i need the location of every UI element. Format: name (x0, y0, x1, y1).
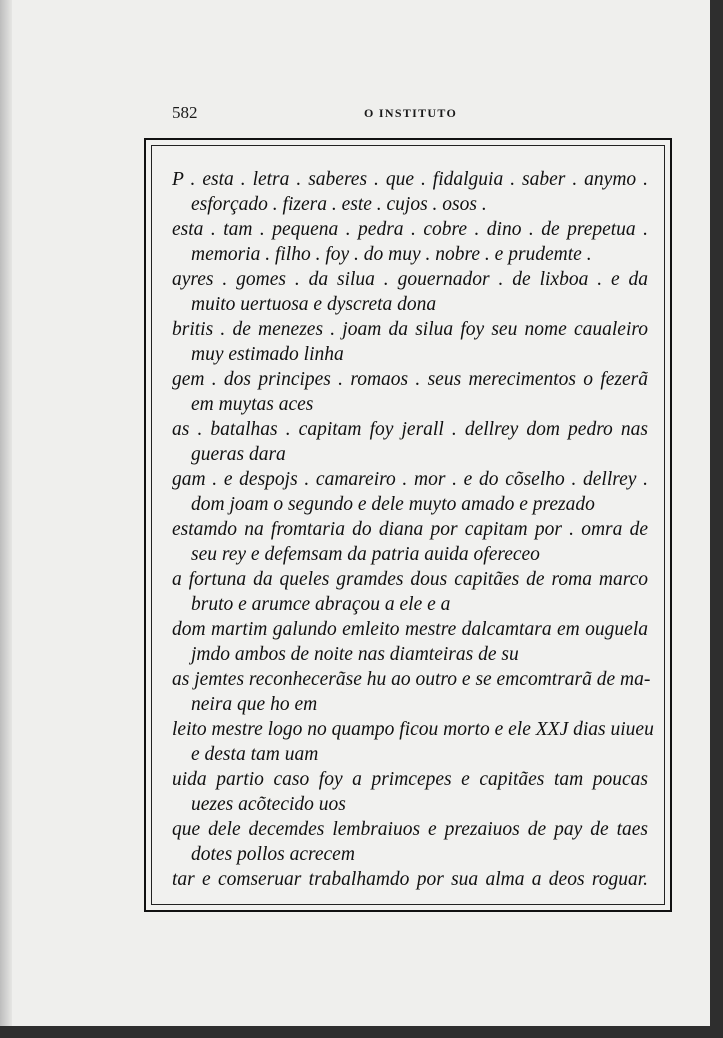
inscription-continuation-line: seu rey e defemsam da patria auida ofereceo (191, 544, 540, 565)
inscription-line: gem . dos principes . romaos . seus merecimentos o fezerã (172, 369, 648, 390)
inscription-line: leito mestre logo no quampo ficou morto e ele XXJ dias uiueu (172, 719, 654, 740)
inscription-frame (144, 138, 672, 912)
running-head (172, 103, 644, 125)
inscription-line: uida partio caso foy a primcepes e capitães tam poucas (172, 769, 648, 790)
page-number: 582 (172, 103, 198, 122)
inscription-continuation-line: esforçado . fizera . este . cujos . osos . (191, 194, 487, 215)
inscription-continuation-line: uezes acõtecido uos (191, 794, 346, 815)
inscription-continuation-line: jmdo ambos de noite nas diamteiras de su (191, 644, 519, 665)
inscription-continuation-line: bruto e arumce abraçou a ele e a (191, 594, 451, 615)
inscription-continuation-line: neira que ho em (191, 694, 318, 715)
inscription-text (172, 167, 654, 892)
inscription-line: que dele decemdes lembraiuos e prezaiuos de pay de taes (172, 819, 648, 840)
inscription-line: gam . e despojs . camareiro . mor . e do cõselho . dellrey . (172, 469, 648, 490)
inscription-continuation-line: memoria . filho . foy . do muy . nobre . e prudemte . (191, 244, 592, 265)
running-title: O INSTITUTO (364, 106, 458, 120)
inscription-continuation-line: dotes pollos acrecem (191, 844, 355, 865)
inscription-continuation-line: e desta tam uam (191, 744, 319, 765)
inscription-line: as . batalhas . capitam foy jerall . dellrey dom pedro nas (172, 419, 648, 440)
inscription-line: dom martim galundo emleito mestre dalcamtara em ouguela (172, 619, 648, 640)
inscription-continuation-line: muy estimado linha (191, 344, 344, 365)
inscription-line: as jemtes reconhecerãse hu ao outro e se emcomtrarã de ma- (172, 669, 651, 690)
inscription-line: ayres . gomes . da silua . gouernador . de lixboa . e da (172, 269, 648, 290)
inscription-line: a fortuna da queles gramdes dous capitães de roma marco (172, 569, 648, 590)
inscription-line: britis . de menezes . joam da silua foy seu nome caualeiro (172, 319, 648, 340)
inscription-continuation-line: muito uertuosa e dyscreta dona (191, 294, 437, 315)
inscription-line: esta . tam . pequena . pedra . cobre . dino . de prepetua . (172, 219, 648, 240)
book-spine-shadow (0, 0, 12, 1026)
inscription-line: P . esta . letra . saberes . que . fidalguia . saber . anymo . (172, 169, 648, 190)
inscription-line: tar e comseruar trabalhamdo por sua alma a deos roguar. (172, 869, 648, 890)
inscription-continuation-line: gueras dara (191, 444, 286, 465)
inscription-continuation-line: em muytas aces (191, 394, 314, 415)
inscription-continuation-line: dom joam o segundo e dele muyto amado e prezado (191, 494, 595, 515)
inscription-line: estamdo na fromtaria do diana por capitam por . omra de (172, 519, 648, 540)
